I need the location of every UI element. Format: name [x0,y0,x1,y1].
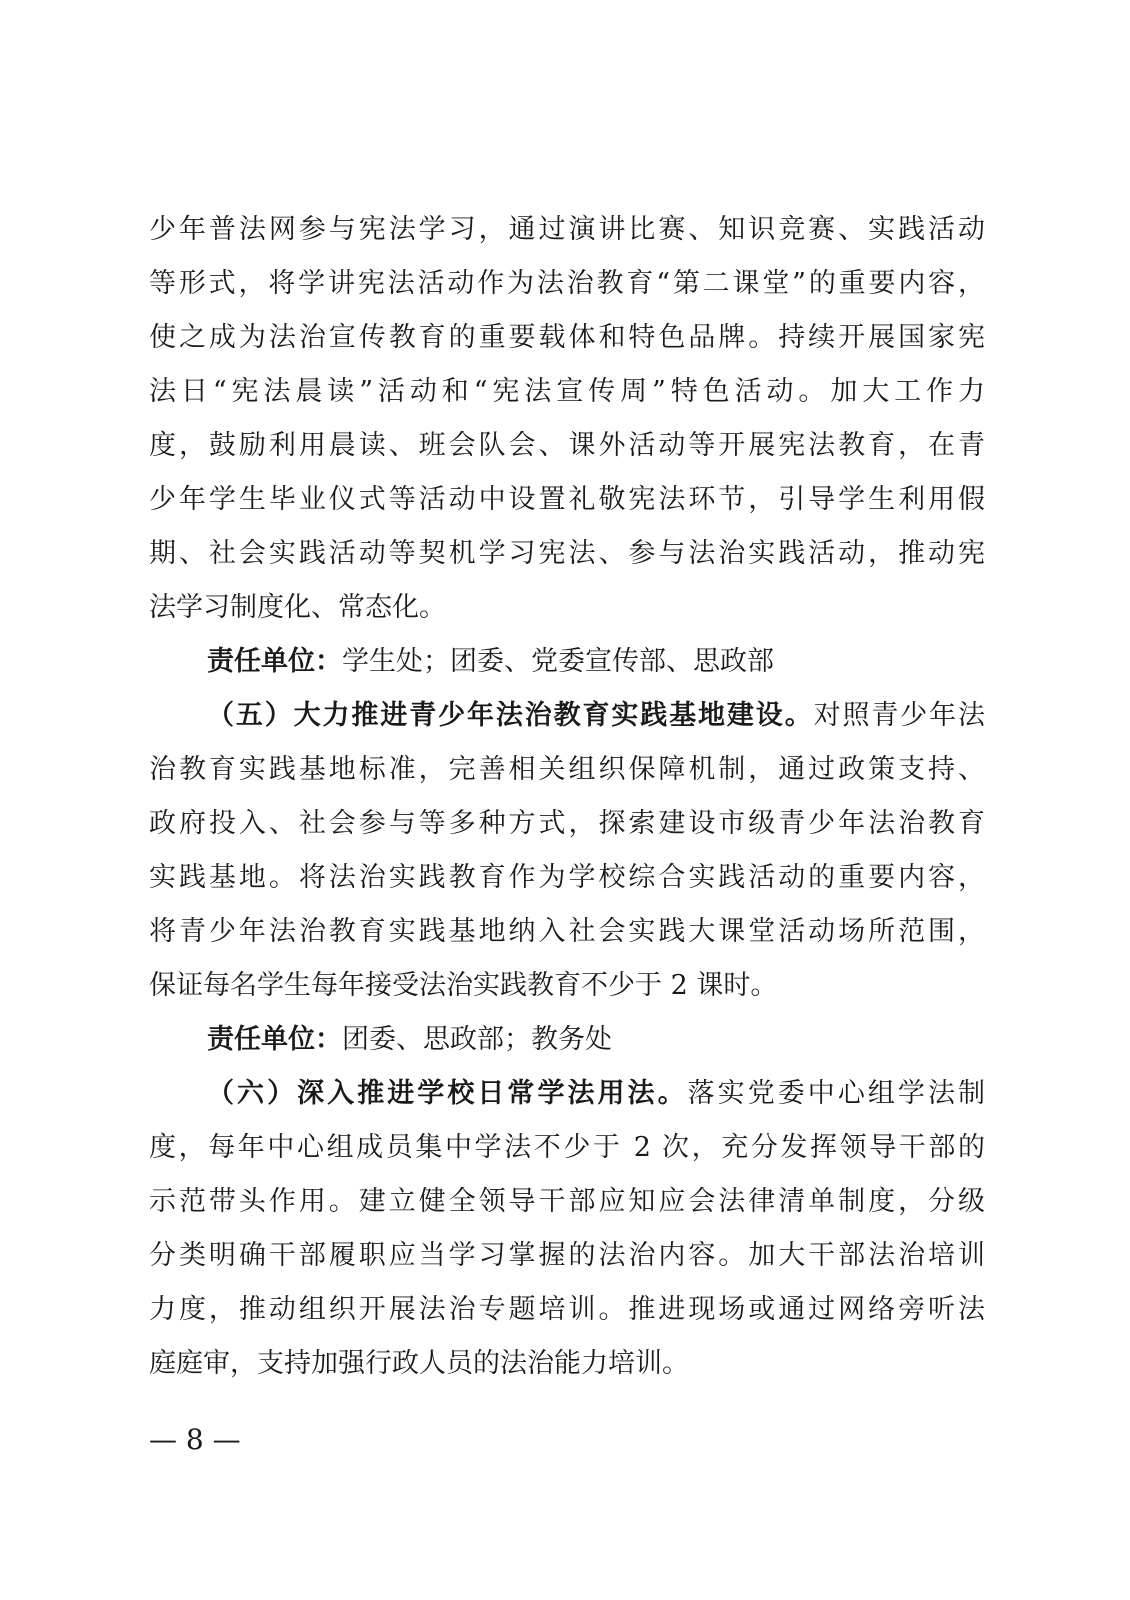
section-heading-5: （五）大力推进青少年法治教育实践基地建设。 [207,700,814,731]
text-line [149,527,985,581]
text-line [149,1337,985,1391]
text-line [149,851,985,905]
section-heading-line [149,1067,985,1121]
line-text: 少年学生毕业仪式等活动中设置礼敬宪法环节，引导学生利用假 [149,484,985,515]
line-text: 法学习制度化、常态化。 [149,592,446,623]
text-line [149,1283,985,1337]
text-line [149,257,985,311]
text-line [149,797,985,851]
line-text: 保证每名学生每年接受法治实践教育不少于 2 课时。 [149,970,778,1001]
responsible-unit-label: 责任单位： [207,1024,342,1055]
responsible-unit-label: 责任单位： [207,646,342,677]
text-line [149,1229,985,1283]
text-line [149,743,985,797]
line-text: 政府投入、社会参与等多种方式，探索建设市级青少年法治教育 [149,808,985,839]
line-text: 度，鼓励利用晨读、班会队会、课外活动等开展宪法教育，在青 [149,430,985,461]
line-text: 落实党委中心组学法制 [687,1078,986,1109]
line-text: 庭庭审，支持加强行政人员的法治能力培训。 [149,1348,689,1379]
section-heading-6: （六）深入推进学校日常学法用法。 [207,1078,688,1109]
responsible-unit-value: 团委、思政部；教务处 [342,1024,612,1055]
line-text: 对照青少年法 [813,700,986,731]
line-text: 使之成为法治宣传教育的重要载体和特色品牌。持续开展国家宪 [149,322,985,353]
text-line [149,311,985,365]
responsible-unit-value: 学生处；团委、党委宣传部、思政部 [342,646,774,677]
text-line [149,1121,985,1175]
text-line [149,365,985,419]
responsible-unit-line [149,1013,985,1067]
line-text: 分类明确干部履职应当学习掌握的法治内容。加大干部法治培训 [149,1240,985,1271]
line-text: 度，每年中心组成员集中学法不少于 2 次，充分发挥领导干部的 [149,1132,985,1163]
body-text [149,203,985,1391]
responsible-unit-line [149,635,985,689]
text-line [149,473,985,527]
text-line [149,581,985,635]
line-text: 法日“宪法晨读”活动和“宪法宣传周”特色活动。加大工作力 [149,376,985,407]
text-line [149,905,985,959]
section-heading-line [149,689,985,743]
line-text: 少年普法网参与宪法学习，通过演讲比赛、知识竞赛、实践活动 [149,214,985,245]
text-line [149,203,985,257]
text-line [149,419,985,473]
line-text: 示范带头作用。建立健全领导干部应知应会法律清单制度，分级 [149,1186,985,1217]
line-text: 治教育实践基地标准，完善相关组织保障机制，通过政策支持、 [149,754,985,785]
line-text: 将青少年法治教育实践基地纳入社会实践大课堂活动场所范围， [149,916,985,947]
line-text: 期、社会实践活动等契机学习宪法、参与法治实践活动，推动宪 [149,538,985,569]
page-number: — 8 — [149,1423,241,1456]
line-text: 实践基地。将法治实践教育作为学校综合实践活动的重要内容， [149,862,985,893]
text-line [149,959,985,1013]
line-text: 等形式，将学讲宪法活动作为法治教育“第二课堂”的重要内容， [149,268,985,299]
line-text: 力度，推动组织开展法治专题培训。推进现场或通过网络旁听法 [149,1294,985,1325]
text-line [149,1175,985,1229]
